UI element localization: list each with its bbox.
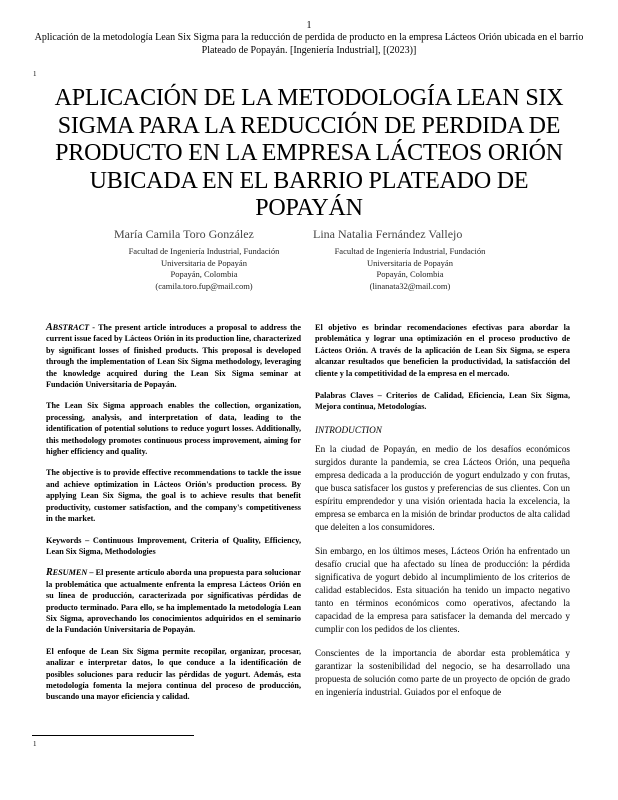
resumen-text: – El presente artículo aborda una propuesta para solucionar la problemática que actualmente enfrenta la empresa Lácteos Orión en su línea de producción, caracterizada por significativas pérdidas de producto terminado. Para ello, se ha implementado la metodología Lean Six Sigma, aprovechando los conocimientos adquiridos en el seminario de la Fundación Universitaria de Popayán.: [46, 568, 301, 635]
right-column: [315, 322, 570, 710]
intro-paragraph-3: Conscientes de la importancia de abordar esta problemática y garantizar la sostenibilidad del negocio, se ha desarrollado una propuesta de solución como parte de un proyecto de opción de grado en ingeniería industrial. Guiados por el enfoque de: [315, 647, 570, 697]
resumen-dropcap: R: [46, 567, 53, 579]
keywords: Keywords – Continuous Improvement, Criteria of Quality, Efficiency, Lean Six Sigma, Methodologies: [46, 535, 301, 556]
abstract-paragraph-2: The Lean Six Sigma approach enables the collection, organization, processing, analysis, and interpretation of data, leading to the identification of potential solutions to reduce yogurt losses. Additionally, this methodology promotes continuous process improvement, aiming for higher efficiency and quality.: [46, 401, 301, 457]
affiliation-line: Facultad de Ingeniería Industrial, Fundación: [334, 246, 486, 256]
abstract-dropcap: A: [46, 322, 53, 333]
footnote-marker: 1: [33, 740, 37, 748]
running-header: Aplicación de la metodología Lean Six Sigma para la reducción de perdida de producto en la empresa Lácteos Orión ubicada en el barrio Plateado de Popayán. [Ingeniería Industrial], [(2023)]: [34, 32, 584, 56]
affiliation-line: Universitaria de Popayán: [161, 257, 247, 268]
footnote-marker-top: 1: [33, 70, 37, 78]
author-name-1: María Camila Toro González: [114, 227, 254, 241]
affiliation-line: Facultad de Ingeniería Industrial, Fundación: [128, 246, 280, 256]
abstract-text: - The present article introduces a proposal to address the current issue faced by Lácteos Orión in its production line, characterized by significant losses of finished products. This proposal is developed through the implementation of Lean Six Sigma methodology, leveraging the knowledge acquired during the Lean Six Sigma seminar at Fundación Universitaria de Popayán.: [46, 323, 301, 390]
left-column: [46, 322, 301, 713]
abstract-paragraph-1: [46, 322, 301, 390]
intro-paragraph-2: Sin embargo, en los últimos meses, Lácteos Orión ha enfrentado un desafío crucial que ha afectado su línea de producción: la pérdida significativa de yogurt debido al incumplimiento de los criterios de calidad establecidos. Esta situación ha tenido un impacto negativo tanto en términos económicos como operativos, afectando la capacidad de la empresa para satisfacer la demanda del mercado y cumplir con los pedidos de los clientes.: [315, 545, 570, 634]
resumen-paragraph-3: El objetivo es brindar recomendaciones efectivas para abordar la problemática y lograr una optimización en el proceso productivo de Lácteos Orión. A través de la aplicación de Lean Six Sigma, se espera alcanzar resultados que beneficien la productividad, la satisfacción del cliente y la competitividad de la empresa en el mercado.: [315, 323, 570, 378]
paper-title: APLICACIÓN DE LA METODOLOGÍA LEAN SIX SIGMA PARA LA REDUCCIÓN DE PERDIDA DE PRODUCTO EN LA EMPRESA LÁCTEOS ORIÓN UBICADA EN EL BARRIO PLATEADO DE POPAYÁN: [54, 85, 564, 221]
section-heading-introduction: INTRODUCTION: [315, 424, 382, 435]
affiliation-line: Popayán, Colombia: [376, 269, 444, 279]
author-affiliation-2: [325, 246, 495, 292]
author-email: (linanata32@mail.com): [369, 280, 451, 291]
affiliation-line: Universitaria de Popayán: [367, 257, 453, 268]
resumen-label: ESUMEN: [52, 568, 88, 578]
author-affiliation-1: [119, 246, 289, 292]
palabras-clave: Palabras Claves – Criterios de Calidad, Eficiencia, Lean Six Sigma, Mejora continua, Metodologías.: [315, 391, 570, 412]
author-name-2: Lina Natalia Fernández Vallejo: [313, 227, 463, 241]
resumen-paragraph-2: El enfoque de Lean Six Sigma permite recopilar, organizar, procesar, analizar e interpretar datos, lo que conduce a la identificación de posibles soluciones para reducir las pérdidas de yogurt. Además, esta metodología fomenta la mejora continua del proceso de producción, buscando una mayor eficiencia y calidad.: [46, 646, 301, 702]
intro-paragraph-1: En la ciudad de Popayán, en medio de los desafíos económicos surgidos durante la pandemia, se crea Lácteos Orión, una pequeña empresa dedicada a la producción de yogurt endulzado y con frutas, que busca satisfacer los gustos y preferencias de sus clientes. Con un espíritu emprendedor y una visión orientada hacia la excelencia, la empresa se embarca en la misión de brindar productos de alta calidad que deleiten a los consumidores.: [315, 443, 570, 532]
abstract-paragraph-3: The objective is to provide effective recommendations to tackle the issue and achieve optimization in Lácteos Orión's production process. By applying Lean Six Sigma, the goal is to achieve results that benefit productivity, customer satisfaction, and the company's competitiveness in the market.: [46, 468, 301, 524]
resumen-paragraph-1: [46, 567, 301, 635]
abstract-label: BSTRACT: [52, 323, 90, 332]
page-number: 1: [306, 20, 312, 31]
footnote-rule: [32, 735, 194, 736]
author-email: (camila.toro.fup@mail.com): [155, 280, 253, 291]
affiliation-line: Popayán, Colombia: [170, 269, 238, 279]
